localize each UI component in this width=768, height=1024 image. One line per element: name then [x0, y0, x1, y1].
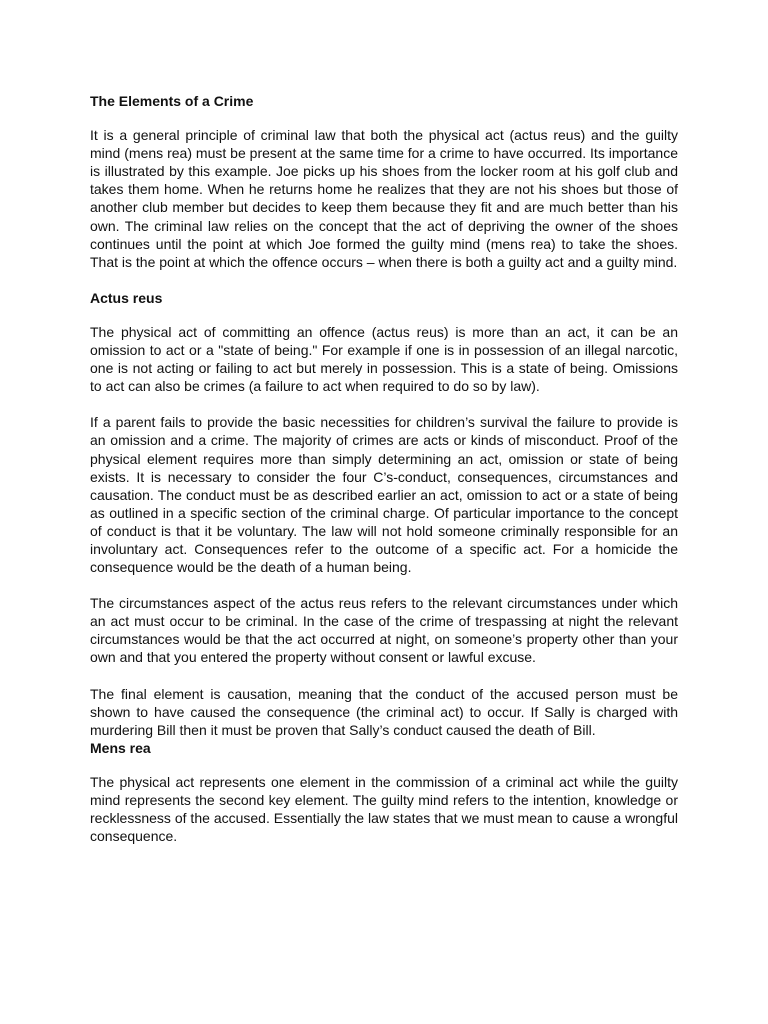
actus-reus-heading: Actus reus — [90, 289, 163, 306]
actus-reus-paragraph-1: The physical act of committing an offence (actus reus) is more than an act, it can be an omission to act or a "state of being." For example if one is in possession of an illegal narcotic, one is not acting or failing to act but merely in possession. This is a state of being. Omissions to act can also be crimes (a failure to act when required to do so by law). — [90, 323, 678, 395]
actus-reus-paragraph-4: The final element is causation, meaning that the conduct of the accused person must be shown to have caused the consequence (the criminal act) to occur. If Sally is charged with murdering Bill then it must be proven that Sally’s conduct caused the death of Bill. — [90, 685, 678, 738]
intro-paragraph: It is a general principle of criminal law that both the physical act (actus reus) and the guilty mind (mens rea) must be present at the same time for a crime to have occurred. Its importance is illustrated by this example. Joe picks up his shoes from the locker room at his golf club and takes them home. When he returns home he realizes that they are not his shoes but those of another club member but decides to keep them because they fit and are much better than his own. The criminal law relies on the concept that the act of depriving the owner of the shoes continues until the point at which Joe formed the guilty mind (mens rea) to take the shoes. That is the point at which the offence occurs – when there is both a guilty act and a guilty mind. — [90, 127, 678, 270]
document-page — [90, 92, 678, 845]
actus-reus-paragraph-2: If a parent fails to provide the basic necessities for children’s survival the failure to provide is an omission and a crime. The majority of crimes are acts or kinds of misconduct. Proof of the physical element requires more than simply determining an act, omission or state of being exists. It is necessary to consider the four C’s-conduct, consequences, circumstances and causation. The conduct must be as described earlier an act, omission to act or a state of being as outlined in a specific section of the criminal charge. Of particular importance to the concept of conduct is that it be voluntary. The law will not hold someone criminally responsible for an involuntary act. Consequences refer to the outcome of a specific act. For a homicide the consequence would be the death of a human being. — [90, 414, 678, 576]
document-title: The Elements of a Crime — [90, 93, 254, 109]
actus-reus-paragraph-3: The circumstances aspect of the actus reus refers to the relevant circumstances under which an act must occur to be criminal. In the case of the crime of trespassing at night the relevant circumstances would be that the act occurred at night, on someone’s property other than your own and that you entered the property without consent or lawful excuse. — [90, 595, 678, 666]
mens-rea-heading: Mens rea — [90, 739, 151, 756]
mens-rea-paragraph-1: The physical act represents one element in the commission of a criminal act while the guilty mind represents the second key element. The guilty mind refers to the intention, knowledge or recklessness of the accused. Essentially the law states that we must mean to cause a wrongful consequence. — [90, 773, 678, 845]
